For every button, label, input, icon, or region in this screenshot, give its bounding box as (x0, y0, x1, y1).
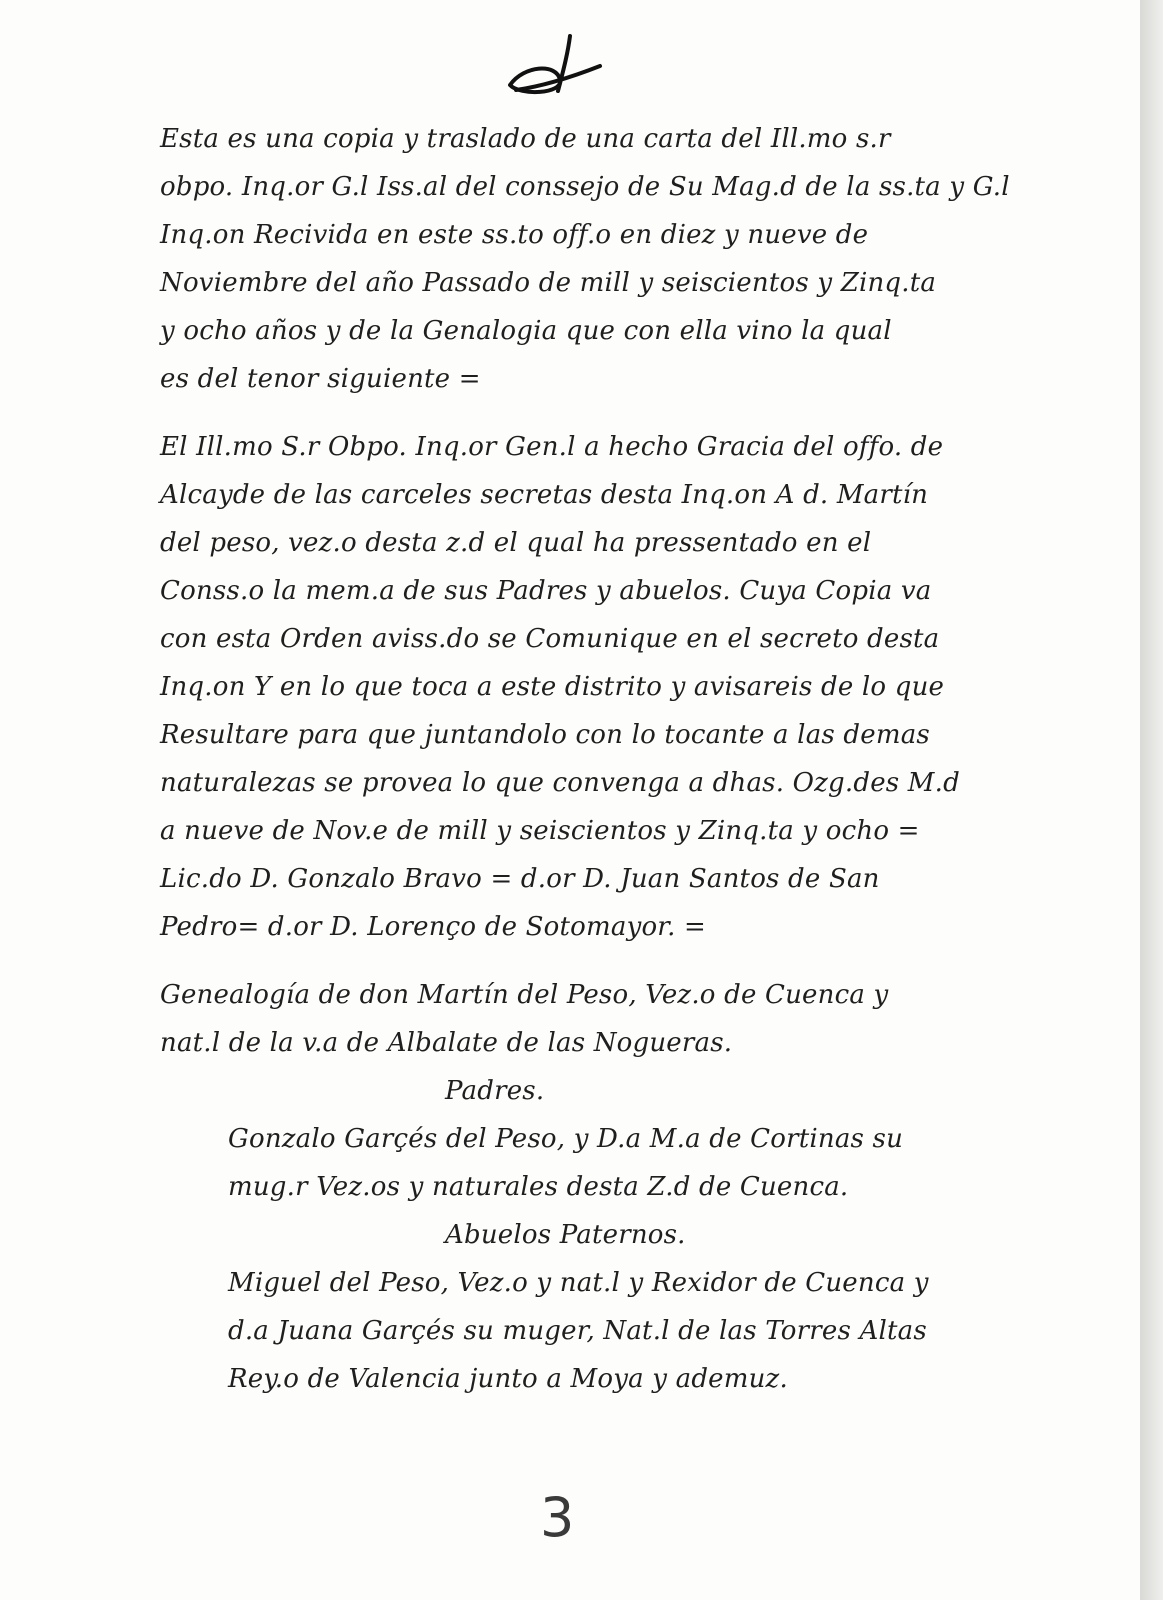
page-edge (1140, 0, 1163, 1600)
text-line: Inq.on Y en lo que toca a este distrito y avisareis de lo que (160, 672, 945, 702)
text-line: Esta es una copia y traslado de una carta del Ill.mo s.r (160, 124, 891, 154)
section-heading-abuelos-paternos: Abuelos Paternos. (445, 1220, 686, 1250)
text-line: mug.r Vez.os y naturales desta Z.d de Cuenca. (228, 1172, 849, 1202)
text-line: Noviembre del año Passado de mill y seiscientos y Zinq.ta (160, 268, 937, 298)
text-line: Rey.o de Valencia junto a Moya y ademuz. (228, 1364, 788, 1394)
text-line: Miguel del Peso, Vez.o y nat.l y Rexidor de Cuenca y (228, 1268, 929, 1298)
page-number: 3 (540, 1486, 575, 1549)
text-line: Conss.o la mem.a de sus Padres y abuelos. Cuya Copia va (160, 576, 932, 606)
text-line: obpo. Inq.or G.l Iss.al del conssejo de Su Mag.d de la ss.ta y G.l (160, 172, 1010, 202)
text-line: Genealogía de don Martín del Peso, Vez.o de Cuenca y (160, 980, 889, 1010)
handwritten-mark-icon (500, 34, 610, 104)
text-line: Inq.on Recivida en este ss.to off.o en diez y nueve de (160, 220, 869, 250)
text-line: naturalezas se provea lo que convenga a dhas. Ozg.des M.d (160, 768, 960, 798)
text-line: Resultare para que juntandolo con lo tocante a las demas (160, 720, 930, 750)
text-line: Pedro= d.or D. Lorenço de Sotomayor. = (160, 912, 706, 942)
text-line: Gonzalo Garçés del Peso, y D.a M.a de Cortinas su (228, 1124, 904, 1154)
text-line: Lic.do D. Gonzalo Bravo = d.or D. Juan Santos de San (160, 864, 880, 894)
text-line: Alcayde de las carceles secretas desta Inq.on A d. Martín (160, 480, 929, 510)
text-line: El Ill.mo S.r Obpo. Inq.or Gen.l a hecho Gracia del offo. de (160, 432, 944, 462)
section-heading-padres: Padres. (445, 1076, 545, 1106)
text-line: con esta Orden aviss.do se Comunique en el secreto desta (160, 624, 940, 654)
text-line: d.a Juana Garçés su muger, Nat.l de las Torres Altas (228, 1316, 927, 1346)
text-line: es del tenor siguiente = (160, 364, 481, 394)
text-line: a nueve de Nov.e de mill y seiscientos y Zinq.ta y ocho = (160, 816, 920, 846)
text-line: nat.l de la v.a de Albalate de las Nogueras. (160, 1028, 733, 1058)
text-line: y ocho años y de la Genalogia que con ella vino la qual (160, 316, 892, 346)
text-line: del peso, vez.o desta z.d el qual ha pressentado en el (160, 528, 872, 558)
